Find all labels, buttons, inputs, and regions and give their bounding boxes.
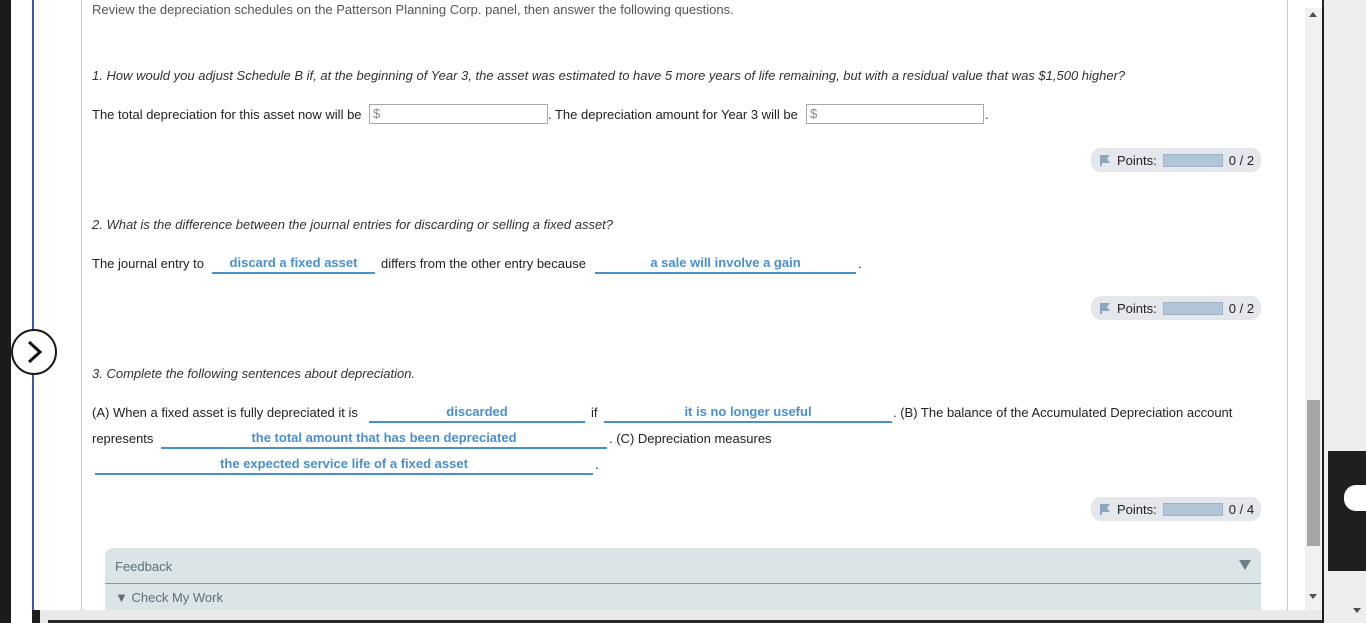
- scrollbar-thumb[interactable]: [1307, 400, 1320, 546]
- q2-points: [1091, 296, 1261, 320]
- q2-text-b: differs from the other entry because: [381, 256, 586, 271]
- triangle-down-icon[interactable]: [1239, 560, 1251, 570]
- flag-icon: [1099, 302, 1111, 314]
- scroll-down-arrow-icon[interactable]: [1309, 594, 1317, 599]
- q3-dropdown-b[interactable]: it is no longer useful: [604, 403, 892, 423]
- q3-text-c: . (C) Depreciation measures: [609, 431, 772, 446]
- left-rail-edge: [0, 0, 11, 623]
- q3-text-if: if: [591, 405, 598, 420]
- q2-dropdown-a[interactable]: discard a fixed asset: [212, 254, 375, 274]
- q2-dropdown-b[interactable]: a sale will involve a gain: [595, 254, 856, 274]
- feedback-divider: [105, 583, 1261, 584]
- points-progress-bar: [1163, 503, 1223, 516]
- check-my-work-toggle[interactable]: ▼ Check My Work: [115, 590, 223, 605]
- chevron-right-icon: [23, 339, 45, 365]
- q1-points: [1091, 148, 1261, 172]
- year3-depreciation-input[interactable]: $: [806, 104, 984, 124]
- cloud-icon[interactable]: [1344, 485, 1366, 511]
- total-depreciation-input[interactable]: $: [369, 104, 548, 124]
- q3-end: .: [595, 457, 599, 472]
- q3-text-a: (A) When a fixed asset is fully depreciated it is: [92, 405, 358, 420]
- points-label: Points:: [1117, 501, 1157, 517]
- q2-text-a: The journal entry to: [92, 256, 205, 271]
- q3-text-represents: represents: [92, 431, 154, 446]
- feedback-panel: [105, 548, 1261, 610]
- bottom-strip: [40, 610, 1322, 623]
- side-panel: [1328, 451, 1366, 571]
- next-button[interactable]: [11, 329, 57, 375]
- question-3: 3. Complete the following sentences about depreciation.: [92, 366, 416, 381]
- points-label: Points:: [1117, 300, 1157, 316]
- right-side-area: [1324, 0, 1366, 623]
- outer-scroll-down-icon[interactable]: [1353, 608, 1361, 613]
- q3-dropdown-c[interactable]: the total amount that has been depreciated: [161, 429, 607, 449]
- q3-dropdown-d[interactable]: the expected service life of a fixed asset: [95, 455, 593, 475]
- question-2: 2. What is the difference between the journal entries for discarding or selling a fixed asset?: [92, 217, 614, 232]
- q3-points: [1091, 497, 1261, 521]
- q1-end: .: [985, 107, 989, 122]
- points-progress-bar: [1163, 154, 1223, 167]
- points-score: 0 / 2: [1228, 300, 1255, 316]
- feedback-title: Feedback: [115, 559, 173, 574]
- question-1: 1. How would you adjust Schedule B if, at the beginning of Year 3, the asset was estimated to have 5 more years of life remaining, but with a residual value that was $1,500 higher?: [92, 68, 1126, 83]
- flag-icon: [1099, 503, 1111, 515]
- q3-dropdown-a[interactable]: discarded: [369, 403, 585, 423]
- vertical-scrollbar[interactable]: [1305, 8, 1322, 610]
- points-score: 0 / 4: [1228, 501, 1255, 517]
- points-label: Points:: [1117, 152, 1157, 168]
- q1-text-b: . The depreciation amount for Year 3 will be: [548, 107, 798, 122]
- left-rail: [0, 0, 32, 623]
- intro-text: Review the depreciation schedules on the Patterson Planning Corp. panel, then answer the following questions.: [92, 2, 734, 17]
- q2-end: .: [858, 256, 862, 271]
- scroll-up-arrow-icon[interactable]: [1309, 12, 1317, 17]
- flag-icon: [1099, 154, 1111, 166]
- points-progress-bar: [1163, 302, 1223, 315]
- q1-text-a: The total depreciation for this asset now will be: [92, 107, 362, 122]
- q3-text-b: . (B) The balance of the Accumulated Depreciation account: [893, 405, 1233, 420]
- points-score: 0 / 2: [1228, 152, 1255, 168]
